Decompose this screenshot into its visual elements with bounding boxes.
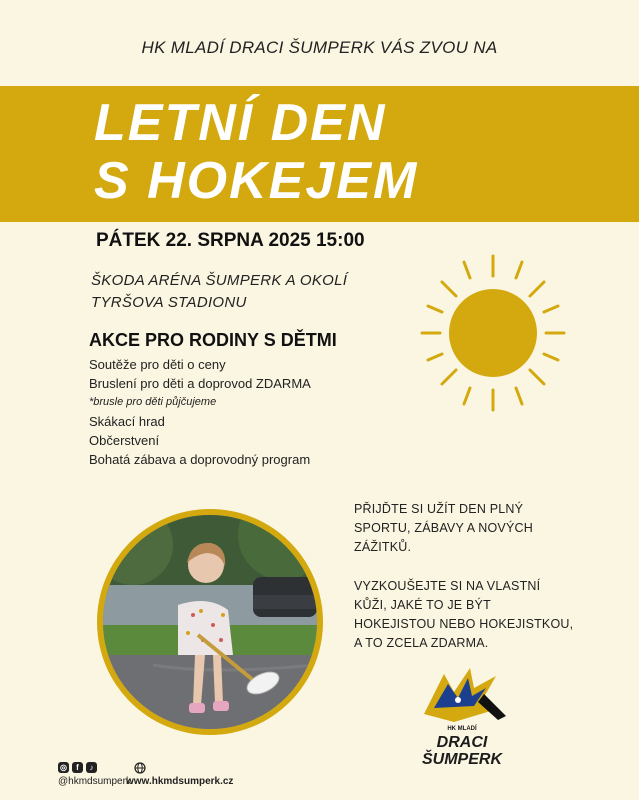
globe-icon[interactable] [134,762,146,774]
activities-list [89,355,311,469]
facebook-icon[interactable]: f [72,762,83,773]
logo-small-text: HK MLADÍ [447,726,477,732]
event-venue [91,270,347,314]
club-logo [414,664,510,774]
invite-line: VYZKOUŠEJTE SI NA VLASTNÍ [354,579,541,593]
instagram-icon[interactable]: ◎ [58,762,69,773]
website-link[interactable]: www.hkmdsumperk.cz [126,776,234,787]
invite-text-1 [354,500,574,557]
logo-line-2: ŠUMPERK [421,751,502,768]
invite-line: PŘIJĎTE SI UŽÍT DEN PLNÝ [354,502,524,516]
event-date: PÁTEK 22. SRPNA 2025 15:00 [96,230,365,251]
invite-line: ZÁŽITKŮ. [354,540,412,554]
venue-line-2: TYRŠOVA STADIONU [91,294,247,311]
tiktok-icon[interactable]: ♪ [86,762,97,773]
venue-line-1: ŠKODA ARÉNA ŠUMPERK A OKOLÍ [91,272,348,289]
dragon-logo-icon [414,664,510,724]
title-line-1: LETNÍ DEN [94,94,387,152]
event-title [94,94,418,210]
activity-note: *brusle pro děti půjčujeme [89,396,217,408]
girl-with-hockey-stick-photo [103,515,317,729]
invite-line: KŮŽI, JAKÉ TO JE BÝT [354,598,491,612]
activity-item: Bohatá zábava a doprovodný program [89,452,311,467]
title-line-2: S HOKEJEM [94,152,419,210]
activities-title: AKCE PRO RODINY S DĚTMI [89,330,337,350]
activity-item: Občerstvení [89,433,160,448]
social-handle[interactable]: @hkmdsumperk [58,776,131,787]
title-banner [0,86,639,222]
activity-item: Soutěže pro děti o ceny [89,357,226,372]
sun-icon [418,252,568,417]
invite-line: HOKEJISTOU NEBO HOKEJISTKOU, [354,617,574,631]
activity-item: Bruslení pro děti a doprovod ZDARMA [89,376,311,391]
activity-item: Skákací hrad [89,414,165,429]
logo-text [414,734,510,768]
logo-line-1: DRACI [436,734,488,751]
invite-line: A TO ZCELA ZDARMA. [354,636,489,650]
invite-line: SPORTU, ZÁBAVY A NOVÝCH [354,521,533,535]
footer [58,762,258,792]
invite-text-2 [354,577,604,653]
invite-header: HK MLADÍ DRACI ŠUMPERK VÁS ZVOU NA [141,38,498,57]
photo-frame [97,509,323,735]
